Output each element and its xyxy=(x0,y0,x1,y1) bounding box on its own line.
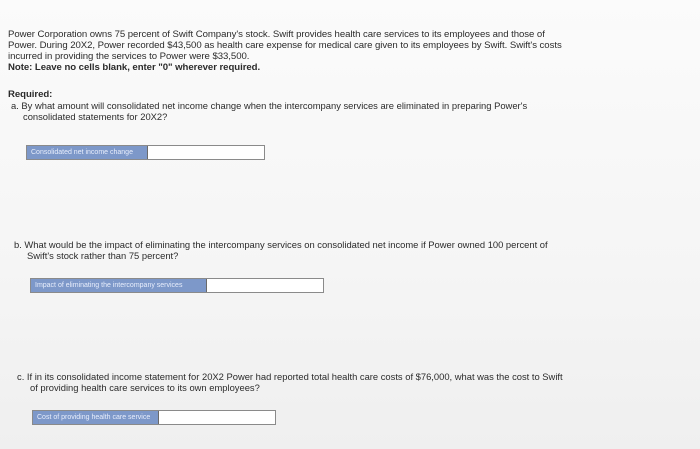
answer-label-c: Cost of providing health care service xyxy=(33,411,159,424)
problem-text-line-2: Power. During 20X2, Power recorded $43,500 as health care expense for medical care given to its employees by Swift. Swift's costs xyxy=(8,40,562,51)
answer-label-b: Impact of eliminating the intercompany services xyxy=(31,279,207,292)
answer-row-c xyxy=(32,410,276,425)
required-heading: Required: xyxy=(8,89,53,100)
problem-text-line-3: incurred in providing the services to Power were $33,500. xyxy=(8,51,250,62)
answer-row-b xyxy=(30,278,324,293)
question-c-line-1: c. If in its consolidated income statement for 20X2 Power had reported total health care costs of $76,000, what was the cost to Swift xyxy=(17,371,563,382)
question-a-line-2: consolidated statements for 20X2? xyxy=(23,111,168,122)
instruction-note: Note: Leave no cells blank, enter "0" wherever required. xyxy=(8,62,261,73)
question-a-line-1: a. By what amount will consolidated net income change when the intercompany services are eliminated in preparing Power's xyxy=(11,100,528,111)
intercompany-elimination-impact-input[interactable] xyxy=(207,279,323,292)
consolidated-net-income-change-input[interactable] xyxy=(148,146,264,159)
answer-label-a: Consolidated net income change xyxy=(27,146,148,159)
question-c-line-2: of providing health care services to its own employees? xyxy=(30,382,260,393)
problem-text-line-1: Power Corporation owns 75 percent of Swift Company's stock. Swift provides health care services to its employees and those of xyxy=(8,29,545,40)
question-b-line-2: Swift's stock rather than 75 percent? xyxy=(27,250,179,261)
health-care-cost-input[interactable] xyxy=(159,411,275,424)
answer-row-a xyxy=(26,145,265,160)
question-b-line-1: b. What would be the impact of eliminating the intercompany services on consolidated net income if Power owned 100 percent of xyxy=(14,239,548,250)
